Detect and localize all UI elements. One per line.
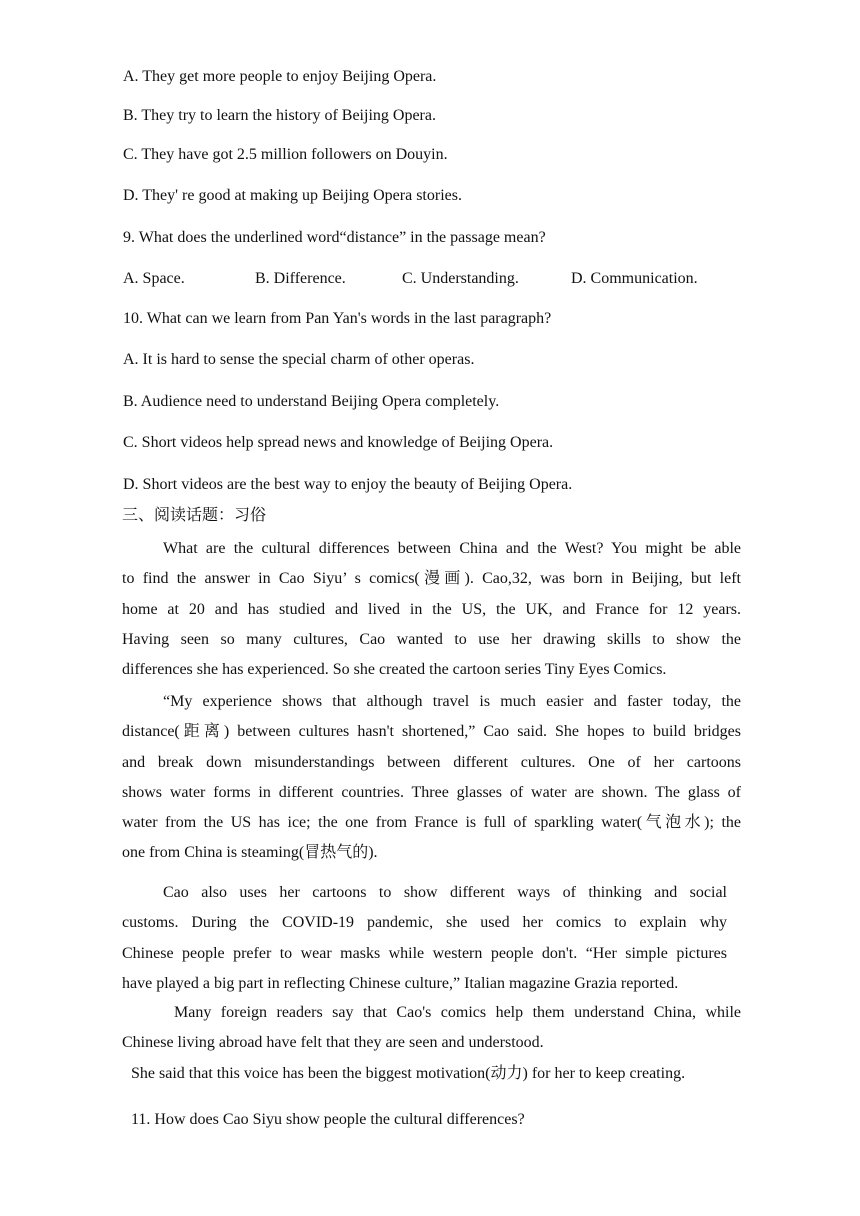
paragraph-2	[122, 687, 741, 869]
paragraph-3-line-4: have played a big part in reflecting Chinese culture,” Italian magazine Grazia reported.	[122, 974, 679, 992]
paragraph-1-line-5: differences she has experienced. So she created the cartoon series Tiny Eyes Comics.	[122, 661, 667, 679]
paragraph-2-line-4: shows water forms in different countries. Three glasses of water are shown. The glass of	[122, 783, 741, 801]
paragraph-1-line-1: What are the cultural differences between China and the West? You might be able	[163, 540, 741, 557]
paragraph-1-line-2: to find the answer in Cao Siyu’ s comics(漫画). Cao,32, was born in Beijing, but left	[122, 570, 741, 588]
q9-option-a: A. Space.	[123, 270, 185, 287]
paragraph-2-line-1: “My experience shows that although travel is much easier and faster today, the	[163, 693, 741, 710]
paragraph-2-line-2: distance(距离) between cultures hasn't shortened,” Cao said. She hopes to build bridges	[122, 723, 741, 741]
q10-option-a: A. It is hard to sense the special charm of other operas.	[123, 351, 475, 368]
section-heading: 三、阅读话题：习俗	[122, 507, 267, 524]
q10-option-c: C. Short videos help spread news and knowledge of Beijing Opera.	[123, 434, 554, 451]
q9-option-c: C. Understanding.	[402, 270, 519, 287]
q9-options-row	[0, 269, 860, 289]
q9-option-d: D. Communication.	[571, 270, 698, 287]
q9-question: 9. What does the underlined word“distance” in the passage mean?	[123, 229, 546, 246]
paragraph-4	[122, 998, 741, 1059]
q9-option-b: B. Difference.	[255, 270, 346, 287]
paragraph-4-line-1: Many foreign readers say that Cao's comics help them understand China, while	[174, 1004, 741, 1021]
paragraph-1	[122, 534, 741, 685]
paragraph-1-line-3: home at 20 and has studied and lived in the US, the UK, and France for 12 years.	[122, 600, 741, 618]
paragraph-3	[122, 878, 727, 999]
q11-question: 11. How does Cao Siyu show people the cultural differences?	[131, 1111, 525, 1128]
paragraph-3-line-1: Cao also uses her cartoons to show different ways of thinking and social	[163, 884, 727, 901]
paragraph-2-line-6: one from China is steaming(冒热气的).	[122, 844, 378, 862]
q8-option-a: A. They get more people to enjoy Beijing Opera.	[123, 68, 437, 85]
paragraph-1-line-4: Having seen so many cultures, Cao wanted to use her drawing skills to show the	[122, 630, 741, 648]
paragraph-4-line-2: Chinese living abroad have felt that they are seen and understood.	[122, 1034, 544, 1052]
paragraph-3-line-3: Chinese people prefer to wear masks while western people don't. “Her simple pictures	[122, 944, 727, 962]
q10-question: 10. What can we learn from Pan Yan's words in the last paragraph?	[123, 310, 552, 327]
q8-option-c: C. They have got 2.5 million followers on Douyin.	[123, 146, 448, 163]
paragraph-2-line-5: water from the US has ice; the one from France is full of sparkling water(气泡水); the	[122, 814, 741, 832]
paragraph-3-line-2: customs. During the COVID-19 pandemic, she used her comics to explain why	[122, 914, 727, 932]
q8-option-d: D. They' re good at making up Beijing Opera stories.	[123, 187, 462, 204]
q10-option-b: B. Audience need to understand Beijing Opera completely.	[123, 393, 500, 410]
paragraph-5: She said that this voice has been the biggest motivation(动力) for her to keep creating.	[131, 1065, 686, 1082]
q10-option-d: D. Short videos are the best way to enjoy the beauty of Beijing Opera.	[123, 476, 573, 493]
q8-option-b: B. They try to learn the history of Beijing Opera.	[123, 107, 436, 124]
paragraph-2-line-3: and break down misunderstandings between different cultures. One of her cartoons	[122, 753, 741, 771]
